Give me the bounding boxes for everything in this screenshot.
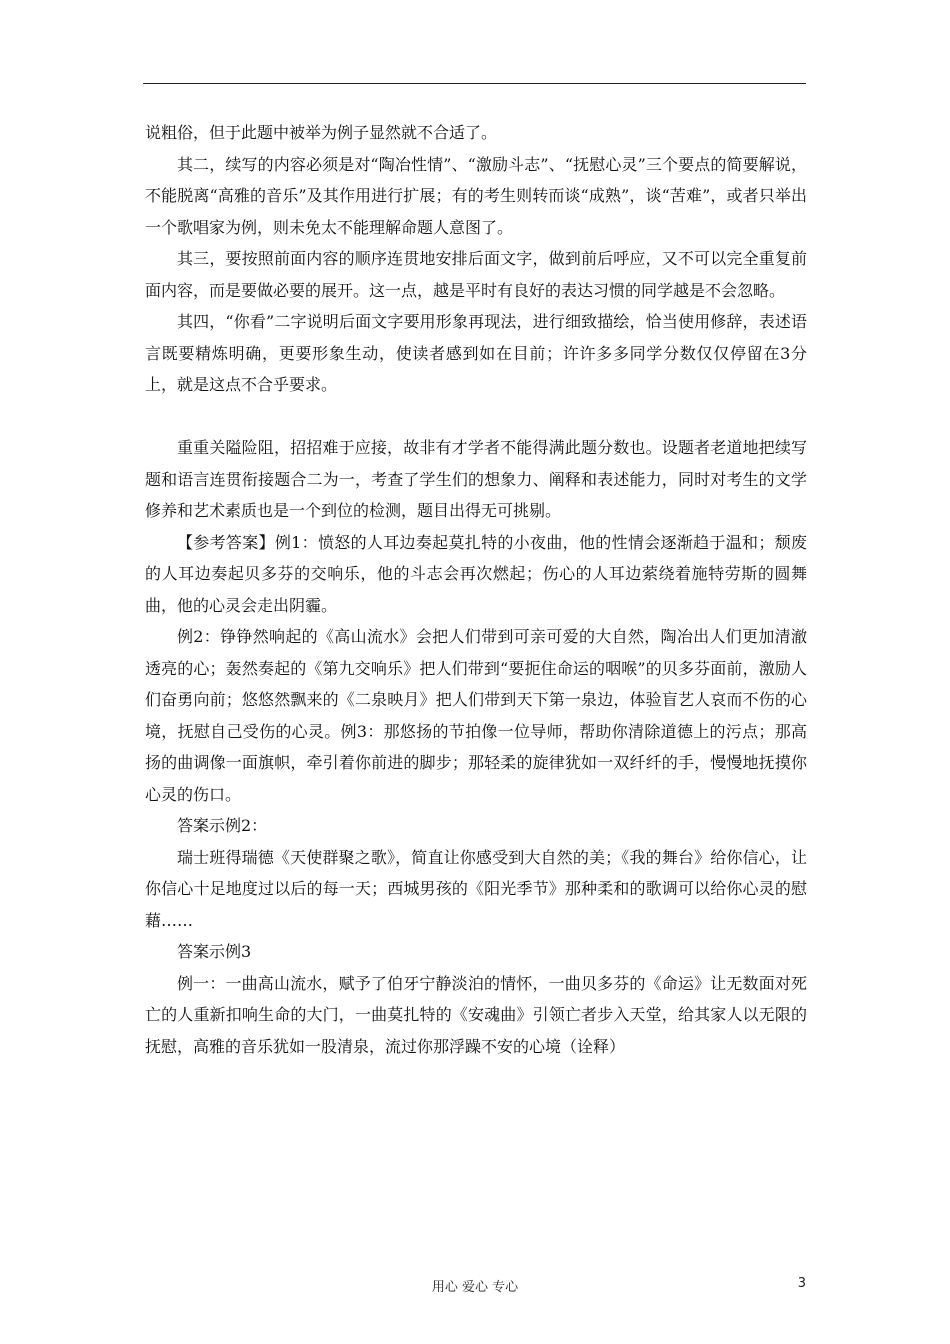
paragraph-reference-answer: 【参考答案】例1：愤怒的人耳边奏起莫扎特的小夜曲，他的性情会逐渐趋于温和；颓废的人耳边奏起贝多芬的交响乐，他的斗志会再次燃起；伤心的人耳边萦绕着施特劳斯的圆舞曲，他的心灵会走出阴霾。 [145, 532, 807, 615]
heading-answer-sample-two: 答案示例2： [177, 816, 268, 835]
footer-motto: 用心 爱心 专心 [431, 1280, 519, 1295]
heading-answer-sample-three: 答案示例3 [177, 942, 252, 961]
paragraph-point-three: 其三，要按照前面内容的顺序连贯地安排后面文字，做到前后呼应，又不可以完全重复前面内容，而是要做必要的展开。这一点，越是平时有良好的表达习惯的同学越是不会忽略。 [145, 249, 807, 300]
header-rule [143, 83, 806, 84]
document-body [145, 117, 807, 1062]
paragraph-continued: 说粗俗，但于此题中被举为例子显然就不合适了。 [145, 123, 498, 142]
paragraph-answer-sample-two: 瑞士班得瑞德《天使群聚之歌》，简直让你感受到大自然的美；《我的舞台》给你信心，让你信心十足地度过以后的每一天；西城男孩的《阳光季节》那种柔和的歌调可以给你心灵的慰藉…… [145, 847, 807, 930]
paragraph-example-two: 例2：铮铮然响起的《高山流水》会把人们带到可亲可爱的大自然，陶冶出人们更加清澈透亮的心；轰然奏起的《第九交响乐》把人们带到“要扼住命运的咽喉”的贝多芬面前，激励人们奋勇向前；悠悠然飘来的《二泉映月》把人们带到天下第一泉边，体验盲艺人哀而不伤的心境，抚慰自己受伤的心灵。例3：那悠扬的节拍像一位导师，帮助你清除道德上的污点；那高扬的曲调像一面旗帜，牵引着你前进的脚步；那轻柔的旋律犹如一双纤纤的手，慢慢地抚摸你心灵的伤口。 [145, 627, 807, 804]
page-number: 3 [797, 1276, 806, 1291]
paragraph-answer-sample-three: 例一：一曲高山流水，赋予了伯牙宁静淡泊的情怀，一曲贝多芬的《命运》让无数面对死亡的人重新扣响生命的大门，一曲莫扎特的《安魂曲》引领亡者步入天堂，给其家人以无限的抚慰，高雅的音乐犹如一股清泉，流过你那浮躁不安的心境（诠释） [145, 973, 807, 1056]
paragraph-point-two: 其二，续写的内容必须是对“陶冶性情”、“激励斗志”、“抚慰心灵”三个要点的简要解说，不能脱离“高雅的音乐”及其作用进行扩展；有的考生则转而谈“成熟”，谈“苦难”，或者只举出一个歌唱家为例，则未免太不能理解命题人意图了。 [145, 154, 807, 237]
paragraph-point-four: 其四，“你看”二字说明后面文字要用形象再现法，进行细致描绘，恰当使用修辞，表述语言既要精炼明确，更要形象生动，使读者感到如在目前；许许多多同学分数仅仅停留在3分上，就是这点不合乎要求。 [145, 312, 807, 394]
paragraph-summary: 重重关隘险阻，招招难于应接，故非有才学者不能得满此题分数也。设题者老道地把续写题和语言连贯衔接题合二为一，考查了学生们的想象力、阐释和表述能力，同时对考生的文学修养和艺术素质也是一个到位的检测，题目出得无可挑剔。 [145, 438, 807, 520]
